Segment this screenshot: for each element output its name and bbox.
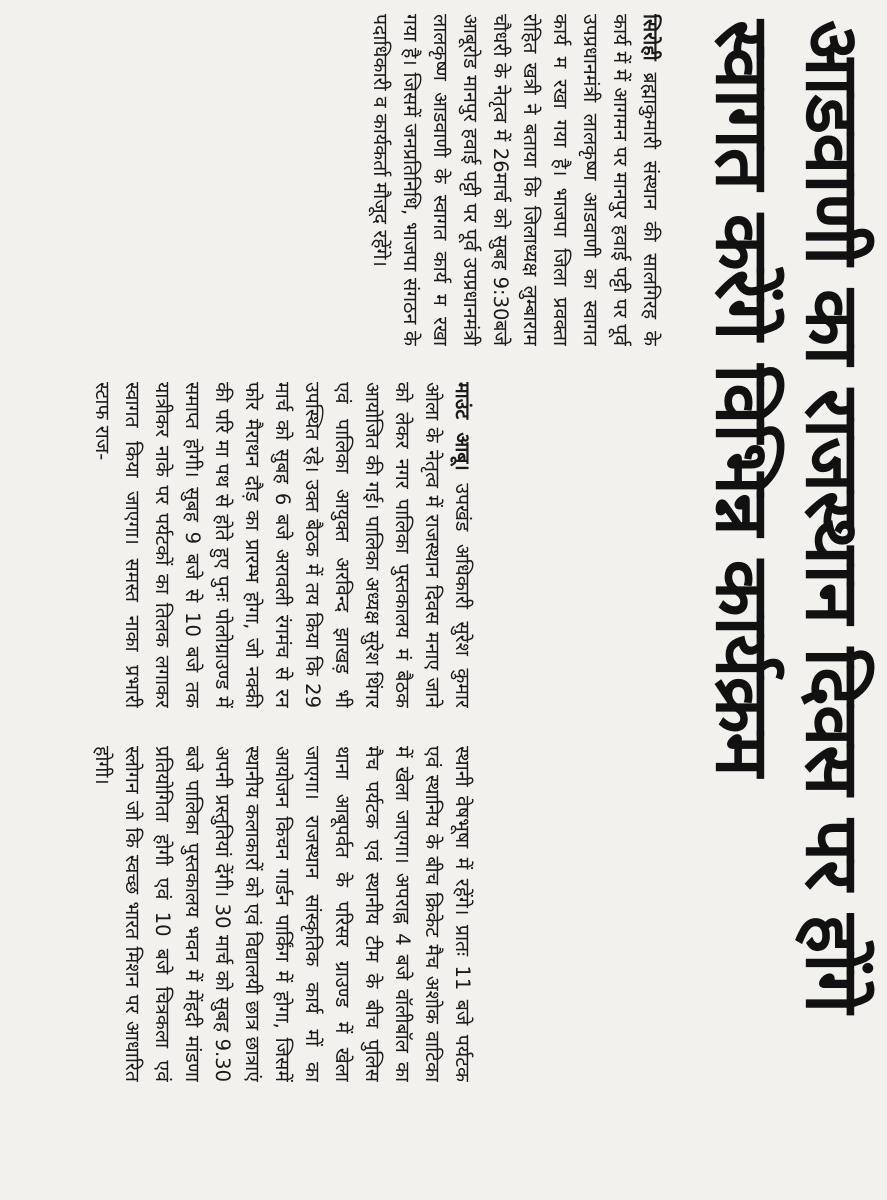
headline xyxy=(697,20,877,1170)
article-column-3 xyxy=(0,746,477,1082)
headline-line-1: आडवाणी का राजस्थान दिवस पर होंगे xyxy=(789,20,875,1013)
article-3-body: स्थानी वेषभूषा में रहेंगे। प्रातः 11 बजे पर्यटक एवं स्थानिय के बीच क्रिकेट मैच अशोक वाटिका में खेला जाएगा। अपराह्न 4 बजे वॉलीबॉल का मैच पर्यटक एवं स्थानीय टीम के बीच पुलिस थाना आबूपर्वत के परिसर ग्राउण्ड में खेला जाएगा। राजस्थान सांस्कृतिक कार्य मों का आयोजन किचन गार्डन पार्किंग में होगा, जिसमें स्थानीय कलाकारों को एवं विद्यालयी छात्र छात्राएं अपनी प्रस्तुतियां देंगी। 30 मार्च को सुबह 9.30 बजे पालिका पुस्तकालय भवन में मेंहदी मांडणा प्रतियोगिता होगी एवं 10 बजे चित्रकला एवं स्लोगन जो कि स्वच्छ भारत मिशन पर आधारित होगी। xyxy=(91,746,474,1082)
article-1-body: ब्रह्माकुमारी संस्थान की सालगिरह के कार्य में में आगमन पर मानपुर हवाई पट्टी पर पूर्व उपप्रधानमंत्री लालकृष्ण आडवाणी का स्वागत कार्य म रखा गया है। भाजपा जिला प्रवक्ता रोहित खत्री ने बताया कि जिलाध्यक्ष लुम्बाराम चौधरी के नेतृत्व में 26मार्च को सुबह 9:30बजे आबूरोड मानपुर हवाई पट्टी पर पूर्व उपप्रधानमंत्री लालकृष्ण आडवाणी के स्वागत कार्य म रखा गया है। जिसमें जनप्रतिनिधि, भाजपा संगठन के पदाधिकारी व कार्यकर्ता मौजूद रहेंगे। xyxy=(369,14,662,346)
article-column-1 xyxy=(25,14,665,346)
dateline-sirohi: सिरोही xyxy=(639,14,662,61)
article-column-2 xyxy=(0,382,477,708)
headline-line-2: स्वागत करेंगे विभिन्न कार्यक्रम xyxy=(699,20,785,776)
article-2-body: उपखंड अधिकारी सुरेश कुमार ओला के नेतृत्व में राजस्थान दिवस मनाए जाने को लेकर नगर पालिका पुस्तकालय मं बैठक आयोजित की गई। पालिका अध्यक्ष सुरेश थिंगर एवं पालिका आयुक्त अरविन्द झाखड़ भी उपस्थित रहे। उक्त बैठक में तय किया कि 29 मार्च को सुबह 6 बजे अरावली रंगमंच से रन फोर मैराथन दौड़ का प्रारम्भ होगा, जो नक्की की परि मा पथ से होते हुए पुनः पोलोग्राउण्ड में समाप्त होगी। सुबह 9 बजे से 10 बजे तक यात्रीकर नाके पर पर्यटकों का तिलक लगाकर स्वागत किया जाएगा। समस्त नाका प्रभारी स्टाफ राज- xyxy=(91,382,474,708)
dateline-mount-abu: माउंट आबू। xyxy=(451,382,474,471)
